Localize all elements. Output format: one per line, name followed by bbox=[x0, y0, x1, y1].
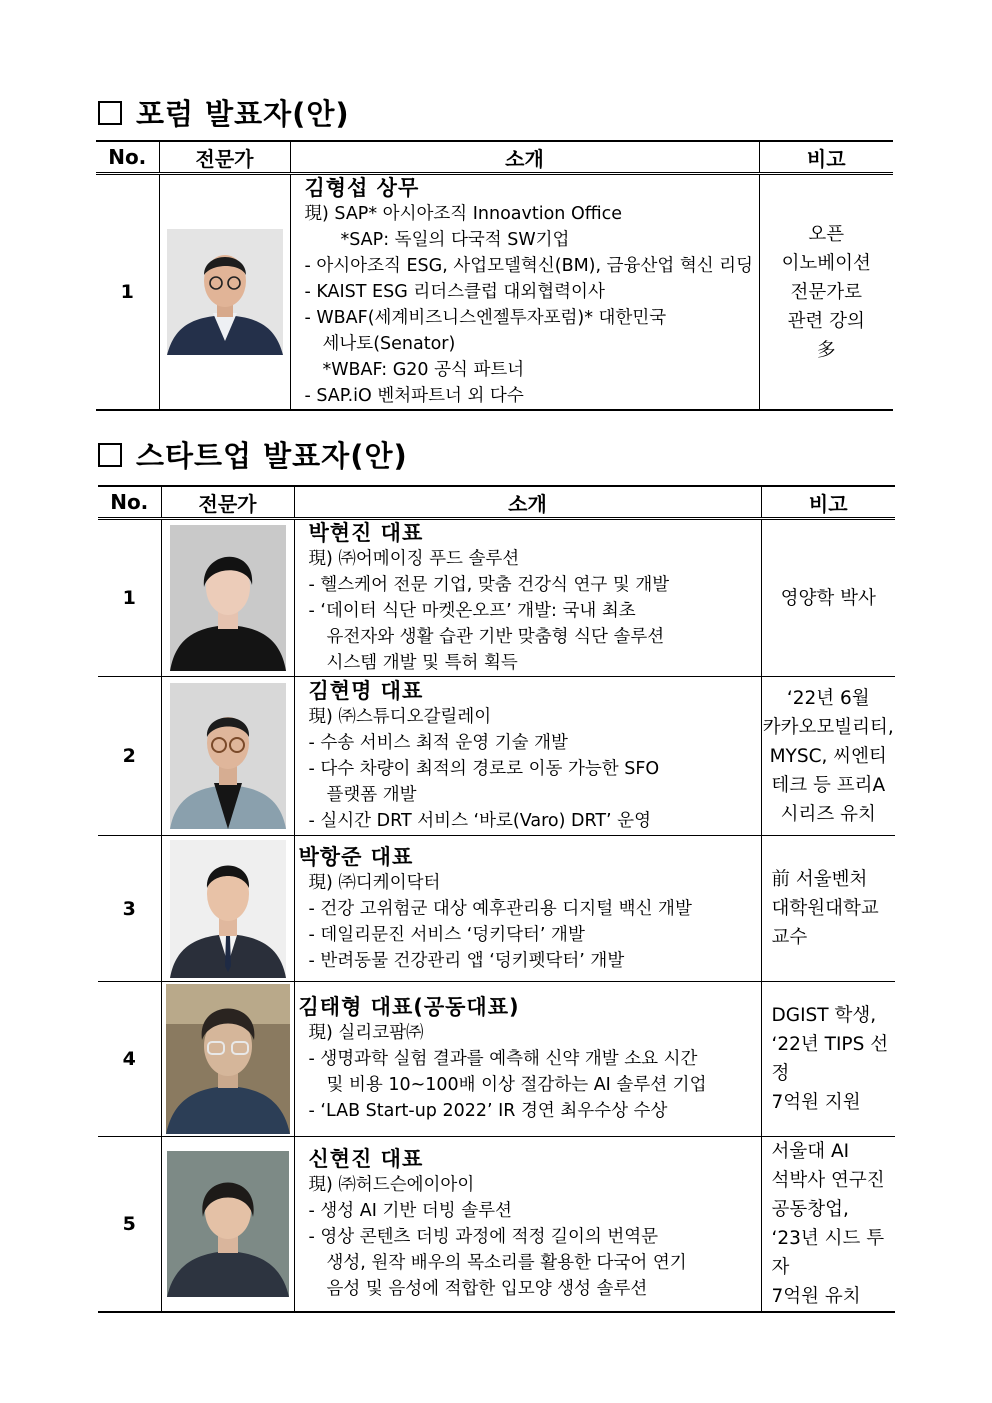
intro-line: - 다수 차량이 최적의 경로로 이동 가능한 SFO bbox=[308, 759, 660, 779]
intro-line: 유전자와 생활 습관 기반 맞춤형 식단 솔루션 bbox=[326, 627, 665, 647]
intro-line: 現) ㈜디케이닥터 bbox=[308, 872, 441, 893]
note-line: 교수 bbox=[771, 927, 808, 948]
photo-cell bbox=[161, 677, 294, 836]
row-number: 2 bbox=[98, 677, 161, 836]
note-line: 전문가로 bbox=[790, 281, 862, 303]
intro-line: - 생성 AI 기반 더빙 솔루션 bbox=[308, 1201, 512, 1221]
row-number: 4 bbox=[98, 982, 161, 1137]
startup-table bbox=[98, 485, 895, 1313]
speaker-photo bbox=[170, 840, 286, 978]
row-number: 5 bbox=[98, 1137, 161, 1313]
note-line: 多 bbox=[816, 339, 836, 361]
speaker-photo bbox=[167, 1151, 289, 1297]
speaker-name: 김현명 대표 bbox=[308, 679, 424, 703]
note-line: 7억원 유치 bbox=[771, 1286, 861, 1307]
intro-line: 음성 및 음성에 적합한 입모양 생성 솔루션 bbox=[326, 1279, 648, 1299]
forum-header-row bbox=[96, 141, 893, 174]
note-line: 카카오모빌리티, bbox=[762, 716, 894, 738]
startup-title-text: 스타트업 발표자(안) bbox=[136, 439, 408, 473]
header-no: No. bbox=[98, 486, 161, 519]
note-line: 前 서울벤처 bbox=[771, 869, 868, 890]
forum-section-title bbox=[98, 92, 350, 133]
intro-cell bbox=[294, 836, 761, 982]
intro-cell bbox=[294, 677, 761, 836]
intro-line: - 건강 고위험군 대상 예후관리용 디지털 백신 개발 bbox=[308, 898, 692, 919]
note-line: 관련 강의 bbox=[787, 310, 865, 332]
intro-line: - SAP.iO 벤처파트너 외 다수 bbox=[304, 386, 524, 406]
header-no: No. bbox=[96, 141, 159, 174]
speaker-name: 박현진 대표 bbox=[308, 521, 424, 545]
note-line: MYSC, 씨엔티 bbox=[769, 745, 887, 767]
intro-line: - 아시아조직 ESG, 사업모델혁신(BM), 금융산업 혁신 리딩 bbox=[304, 256, 753, 276]
table-row bbox=[96, 174, 893, 411]
startup-header-row bbox=[98, 486, 895, 519]
intro-line: - 데일리문진 서비스 ‘덩키닥터’ 개발 bbox=[308, 924, 585, 945]
speaker-name: 박항준 대표 bbox=[298, 844, 414, 869]
forum-table bbox=[96, 140, 893, 411]
checkbox-square-icon bbox=[98, 101, 122, 125]
intro-cell bbox=[294, 519, 761, 677]
note-cell bbox=[761, 836, 895, 982]
intro-line: 現) ㈜어메이징 푸드 솔루션 bbox=[308, 549, 520, 569]
note-cell bbox=[761, 519, 895, 677]
intro-line: - ‘데이터 식단 마켓온오프’ 개발: 국내 최초 bbox=[308, 601, 636, 621]
intro-cell bbox=[290, 174, 759, 411]
note-line: 서울대 AI bbox=[771, 1141, 850, 1162]
intro-cell bbox=[294, 1137, 761, 1313]
speaker-name: 신현진 대표 bbox=[308, 1147, 424, 1171]
note-line: 대학원대학교 bbox=[771, 898, 879, 919]
note-line: 7억원 지원 bbox=[771, 1092, 861, 1113]
note-line: ‘23년 시드 투자 bbox=[771, 1228, 885, 1278]
intro-line: *SAP: 독일의 다국적 SW기업 bbox=[340, 230, 570, 250]
intro-line: - 수송 서비스 최적 운영 기술 개발 bbox=[308, 733, 568, 753]
intro-line: - KAIST ESG 리더스클럽 대외협력이사 bbox=[304, 282, 605, 302]
note-line: 이노베이션 bbox=[781, 252, 871, 274]
intro-line: 생성, 원작 배우의 목소리를 활용한 다국어 연기 bbox=[326, 1253, 687, 1273]
intro-line: - 반려동물 건강관리 앱 ‘덩키펫닥터’ 개발 bbox=[308, 950, 625, 971]
note-line: 테크 등 프리A bbox=[771, 774, 886, 796]
intro-line: 現) SAP* 아시아조직 Innoavtion Office bbox=[304, 204, 623, 224]
table-row bbox=[98, 519, 895, 677]
photo-cell bbox=[161, 519, 294, 677]
startup-section-title bbox=[98, 434, 408, 475]
intro-line: 現) ㈜허드슨에이아이 bbox=[308, 1175, 475, 1195]
row-number: 3 bbox=[98, 836, 161, 982]
note-cell bbox=[761, 677, 895, 836]
table-row bbox=[98, 1137, 895, 1313]
header-note: 비고 bbox=[759, 141, 893, 174]
speaker-photo bbox=[170, 525, 286, 671]
note-cell bbox=[759, 174, 893, 411]
intro-line: 現) ㈜스튜디오갈릴레이 bbox=[308, 707, 492, 727]
header-intro: 소개 bbox=[294, 486, 761, 519]
intro-line: 및 비용 10~100배 이상 절감하는 AI 솔루션 기업 bbox=[326, 1075, 707, 1095]
note-line: 오픈 bbox=[808, 223, 845, 245]
note-cell bbox=[761, 982, 895, 1137]
intro-line: 시스템 개발 및 특허 획득 bbox=[326, 653, 518, 673]
note-line: 석박사 연구진 bbox=[771, 1170, 885, 1191]
note-line: 시리즈 유치 bbox=[780, 803, 876, 825]
note-line: 영양학 박사 bbox=[780, 587, 876, 609]
table-row bbox=[98, 677, 895, 836]
note-line: ‘22년 TIPS 선정 bbox=[771, 1034, 889, 1084]
intro-cell bbox=[294, 982, 761, 1137]
table-row bbox=[98, 982, 895, 1137]
intro-line: - 실시간 DRT 서비스 ‘바로(Varo) DRT’ 운영 bbox=[308, 811, 651, 831]
speaker-name: 김형섭 상무 bbox=[304, 176, 420, 200]
header-expert: 전문가 bbox=[161, 486, 294, 519]
intro-line: - 헬스케어 전문 기업, 맞춤 건강식 연구 및 개발 bbox=[308, 575, 670, 595]
row-number: 1 bbox=[96, 174, 159, 411]
note-cell bbox=[761, 1137, 895, 1313]
speaker-photo bbox=[170, 683, 286, 829]
note-line: DGIST 학생, bbox=[771, 1005, 877, 1026]
photo-cell bbox=[161, 1137, 294, 1313]
intro-line: - 영상 콘텐츠 더빙 과정에 적정 길이의 번역문 bbox=[308, 1227, 659, 1247]
photo-cell bbox=[159, 174, 290, 411]
speaker-photo bbox=[167, 229, 283, 355]
photo-cell bbox=[161, 982, 294, 1137]
speaker-name: 김태형 대표(공동대표) bbox=[298, 995, 520, 1019]
photo-cell bbox=[161, 836, 294, 982]
table-row bbox=[98, 836, 895, 982]
intro-line: - WBAF(세계비즈니스엔젤투자포럼)* 대한민국 bbox=[304, 308, 667, 328]
header-intro: 소개 bbox=[290, 141, 759, 174]
note-line: 공동창업, bbox=[771, 1199, 849, 1220]
row-number: 1 bbox=[98, 519, 161, 677]
header-expert: 전문가 bbox=[159, 141, 290, 174]
intro-line: 플랫폼 개발 bbox=[326, 785, 417, 805]
forum-title-text: 포럼 발표자(안) bbox=[136, 97, 350, 131]
note-line: ‘22년 6월 bbox=[786, 687, 870, 709]
intro-line: *WBAF: G20 공식 파트너 bbox=[322, 360, 525, 380]
intro-line: 現) 실리코팜㈜ bbox=[308, 1023, 424, 1043]
intro-line: - 생명과학 실험 결과를 예측해 신약 개발 소요 시간 bbox=[308, 1049, 698, 1069]
header-note: 비고 bbox=[761, 486, 895, 519]
speaker-photo bbox=[166, 984, 290, 1134]
intro-line: 세나토(Senator) bbox=[322, 334, 456, 354]
checkbox-square-icon bbox=[98, 443, 122, 467]
intro-line: - ‘LAB Start-up 2022’ IR 경연 최우수상 수상 bbox=[308, 1101, 668, 1121]
